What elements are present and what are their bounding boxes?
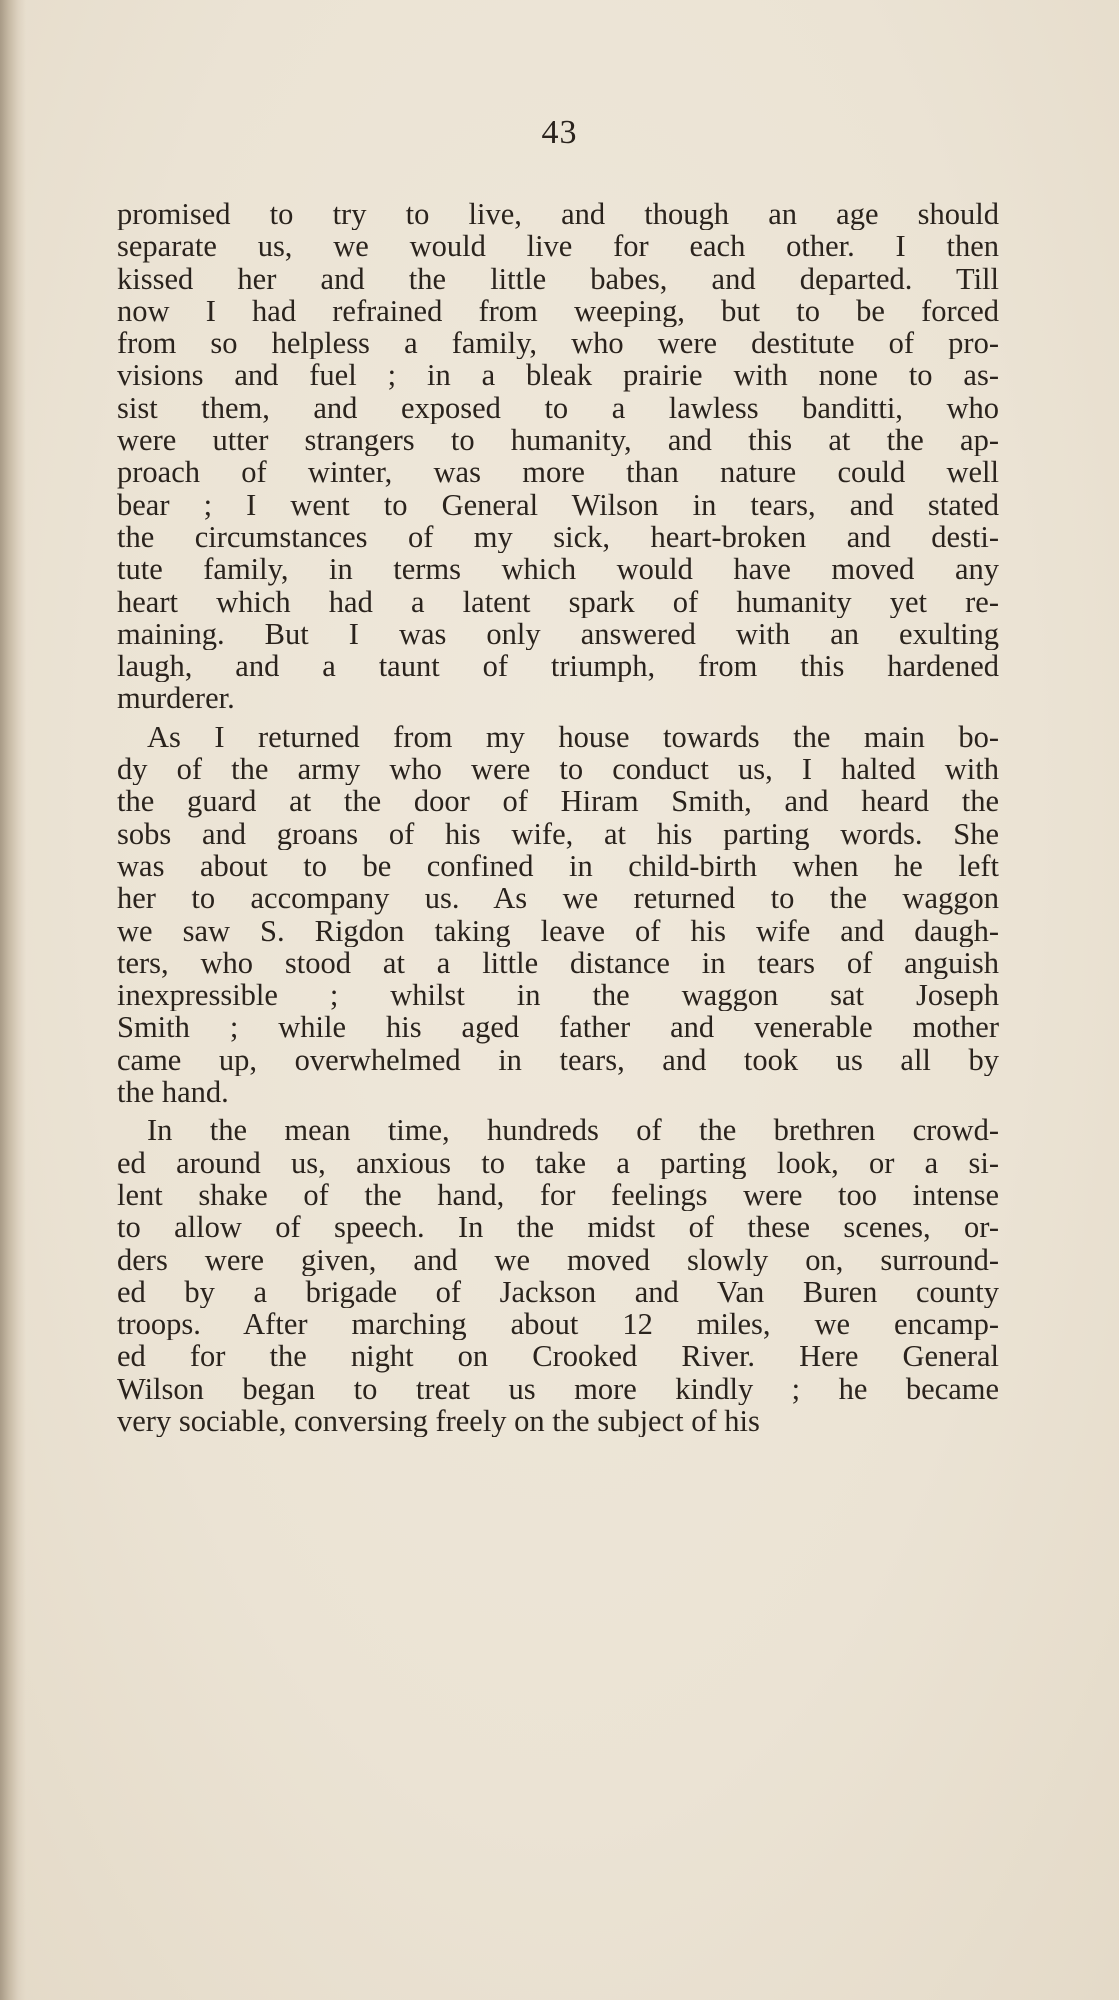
- text-line: came up, overwhelmed in tears, and took us all by: [117, 1043, 999, 1077]
- text-line: proach of winter, was more than nature could well: [117, 456, 999, 489]
- text-line: the circumstances of my sick, heart-broken and desti-: [117, 520, 999, 554]
- text-line: visions and fuel ; in a bleak prairie with none to as-: [117, 359, 999, 392]
- text-line: the hand.: [117, 1076, 229, 1109]
- page-number: 43: [541, 114, 578, 151]
- text-line: troops. After marching about 12 miles, we encamp-: [117, 1308, 999, 1341]
- text-line: was about to be confined in child-birth when he left: [117, 849, 999, 883]
- paragraph: [117, 721, 999, 1109]
- text-line: murderer.: [117, 682, 235, 715]
- text-line: her to accompany us. As we returned to the waggon: [117, 882, 999, 915]
- page-binding-edge: [0, 0, 26, 2000]
- text-line: ters, who stood at a little distance in tears of anguish: [117, 946, 999, 980]
- text-line: from so helpless a family, who were destitute of pro-: [117, 327, 999, 360]
- text-line: were utter strangers to humanity, and this at the ap-: [117, 424, 999, 457]
- text-line: ed by a brigade of Jackson and Van Buren county: [117, 1275, 999, 1309]
- text-line: very sociable, conversing freely on the subject of his: [117, 1404, 760, 1438]
- text-line: kissed her and the little babes, and departed. Till: [117, 262, 999, 295]
- text-line: sist them, and exposed to a lawless banditti, who: [117, 391, 999, 425]
- paragraph: [117, 198, 999, 715]
- text-line: As I returned from my house towards the main bo-: [147, 720, 999, 754]
- text-line: maining. But I was only answered with an exulting: [117, 617, 999, 651]
- paragraph: [117, 1114, 999, 1437]
- text-line: In the mean time, hundreds of the brethren crowd-: [147, 1114, 999, 1147]
- text-line: promised to try to live, and though an age should: [117, 198, 999, 231]
- text-line: we saw S. Rigdon taking leave of his wife and daugh-: [117, 914, 999, 947]
- text-line: ed around us, anxious to take a parting look, or a si-: [117, 1146, 999, 1179]
- text-line: sobs and groans of his wife, at his parting words. She: [117, 817, 999, 850]
- text-line: Wilson began to treat us more kindly ; he became: [117, 1372, 999, 1405]
- text-line: laugh, and a taunt of triumph, from this hardened: [117, 650, 999, 683]
- text-line: heart which had a latent spark of humanity yet re-: [117, 585, 999, 618]
- text-line: ders were given, and we moved slowly on, surround-: [117, 1243, 999, 1276]
- text-line: lent shake of the hand, for feelings were too intense: [117, 1178, 999, 1212]
- text-line: Smith ; while his aged father and venerable mother: [117, 1011, 999, 1044]
- text-line: now I had refrained from weeping, but to be forced: [117, 294, 999, 328]
- text-line: to allow of speech. In the midst of these scenes, or-: [117, 1211, 999, 1244]
- text-line: the guard at the door of Hiram Smith, and heard the: [117, 785, 999, 818]
- text-line: tute family, in terms which would have moved any: [117, 553, 999, 586]
- body-text: [117, 198, 999, 1437]
- text-line: separate us, we would live for each other. I then: [117, 230, 999, 263]
- text-line: bear ; I went to General Wilson in tears, and stated: [117, 488, 999, 521]
- text-line: inexpressible ; whilst in the waggon sat Joseph: [117, 979, 999, 1012]
- text-line: dy of the army who were to conduct us, I halted with: [117, 753, 999, 786]
- text-line: ed for the night on Crooked River. Here General: [117, 1340, 999, 1373]
